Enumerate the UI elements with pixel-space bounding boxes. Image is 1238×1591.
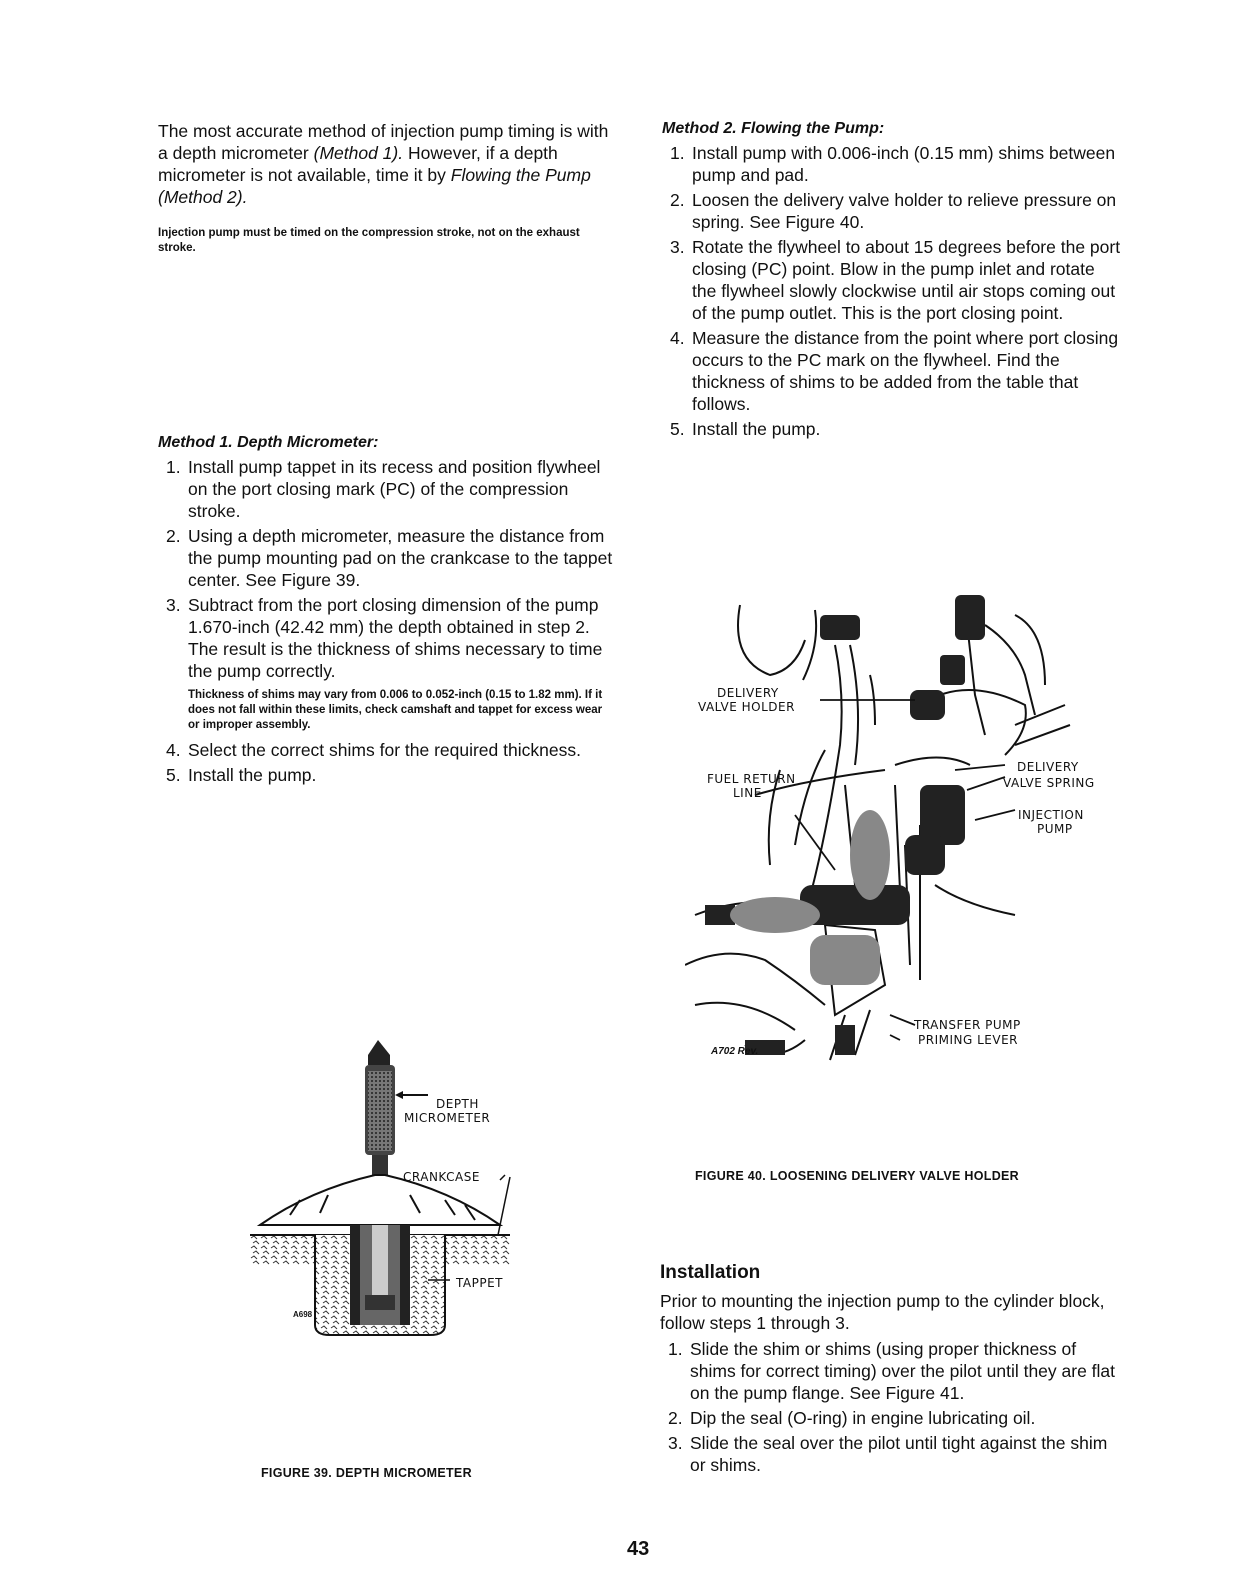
installation-intro: Prior to mounting the injection pump to the cylinder block, follow steps 1 through 3.: [660, 1291, 1105, 1333]
figure39-caption: FIGURE 39. DEPTH MICROMETER: [261, 1466, 472, 1480]
list-item: 2. Loosen the delivery valve holder to relieve pressure on spring. See Figure 40.: [670, 190, 1117, 232]
label-transfer-pump-2: PRIMING LEVER: [918, 1033, 1018, 1047]
label-delivery-valve-holder-1: DELIVERY: [717, 686, 779, 700]
method1-steps-cont: [158, 739, 613, 786]
label-micrometer: MICROMETER: [404, 1111, 491, 1125]
list-item: 3. Slide the seal over the pilot until tight against the shim or shims.: [668, 1433, 1108, 1475]
list-item: 1. Install pump with 0.006-inch (0.15 mm) shims between pump and pad.: [670, 143, 1116, 185]
figure40-code: A702 Rev.: [711, 1046, 759, 1057]
installation-section: [660, 1262, 1120, 1479]
label-tappet: TAPPET: [456, 1276, 503, 1290]
method1-steps: [158, 456, 613, 682]
installation-steps: [660, 1338, 1120, 1476]
list-item: 5. Install the pump.: [670, 419, 821, 439]
figure39-code: A698: [293, 1310, 313, 1319]
right-column: [662, 120, 1122, 443]
label-delivery-valve-holder-2: VALVE HOLDER: [698, 700, 795, 714]
list-item: 1. Slide the shim or shims (using proper thickness of shims for correct timing) over the pilot until they are flat on the pump flange. See Figure 41.: [668, 1339, 1116, 1403]
list-item: 4. Select the correct shims for the required thickness.: [166, 740, 581, 760]
intro-paragraph: The most accurate method of injection pump timing is with a depth micrometer (Method 1). However, if a depth micrometer is not available, time it by Flowing the Pump (Method 2).: [158, 121, 609, 207]
method2-steps: [662, 142, 1122, 440]
label-delivery-valve-spring-1: DELIVERY: [1017, 760, 1079, 774]
micrometer-body: [365, 1040, 395, 1175]
figure39-illustration: [250, 1035, 540, 1345]
label-depth: DEPTH: [436, 1097, 479, 1111]
list-item: 3. Rotate the flywheel to about 15 degrees before the port closing (PC) point. Blow in the pump inlet and rotate the flywheel slowly clockwise until air stops coming out of the pump outlet. This is the port closing point.: [670, 237, 1121, 323]
label-fuel-return-2: LINE: [733, 786, 762, 800]
list-item: 2. Dip the seal (O-ring) in engine lubricating oil.: [668, 1408, 1036, 1428]
label-transfer-pump-1: TRANSFER PUMP: [914, 1018, 1021, 1032]
method1-section: [158, 434, 613, 786]
method2-heading: Method 2. Flowing the Pump:: [662, 120, 885, 137]
shim-note: Thickness of shims may vary from 0.006 to 0.052-inch (0.15 to 1.82 mm). If it does not fall within these limits, check camshaft and tappet for excess wear or improper assembly.: [188, 689, 603, 731]
method1-heading: Method 1. Depth Micrometer:: [158, 434, 379, 451]
page-number: 43: [627, 1538, 650, 1560]
list-item: 1. Install pump tappet in its recess and position flywheel on the port closing mark (PC) of the compression stroke.: [166, 457, 601, 521]
left-column: [158, 120, 613, 789]
label-delivery-valve-spring-2: VALVE SPRING: [1003, 776, 1095, 790]
list-item: 3. Subtract from the port closing dimension of the pump 1.670-inch (42.42 mm) the depth obtained in step 2. The result is the thickness of shims necessary to time the pump correctly.: [166, 595, 603, 681]
list-item: 2. Using a depth micrometer, measure the distance from the pump mounting pad on the crankcase to the tappet center. See Figure 39.: [166, 526, 613, 590]
figure40-illustration: [685, 585, 1085, 1075]
figure40-caption: FIGURE 40. LOOSENING DELIVERY VALVE HOLDER: [695, 1169, 1019, 1183]
installation-heading: Installation: [660, 1262, 761, 1283]
label-injection-pump-1: INJECTION: [1018, 808, 1084, 822]
label-injection-pump-2: PUMP: [1037, 822, 1073, 836]
label-fuel-return-1: FUEL RETURN: [707, 772, 796, 786]
list-item: 5. Install the pump.: [166, 765, 317, 785]
list-item: 4. Measure the distance from the point where port closing occurs to the PC mark on the flywheel. Find the thickness of shims to be added from the table that follows.: [670, 328, 1119, 414]
warning-note: Injection pump must be timed on the compression stroke, not on the exhaust stroke.: [158, 227, 580, 254]
crankcase-pad: [250, 1175, 510, 1335]
label-crankcase: CRANKCASE: [403, 1170, 480, 1184]
